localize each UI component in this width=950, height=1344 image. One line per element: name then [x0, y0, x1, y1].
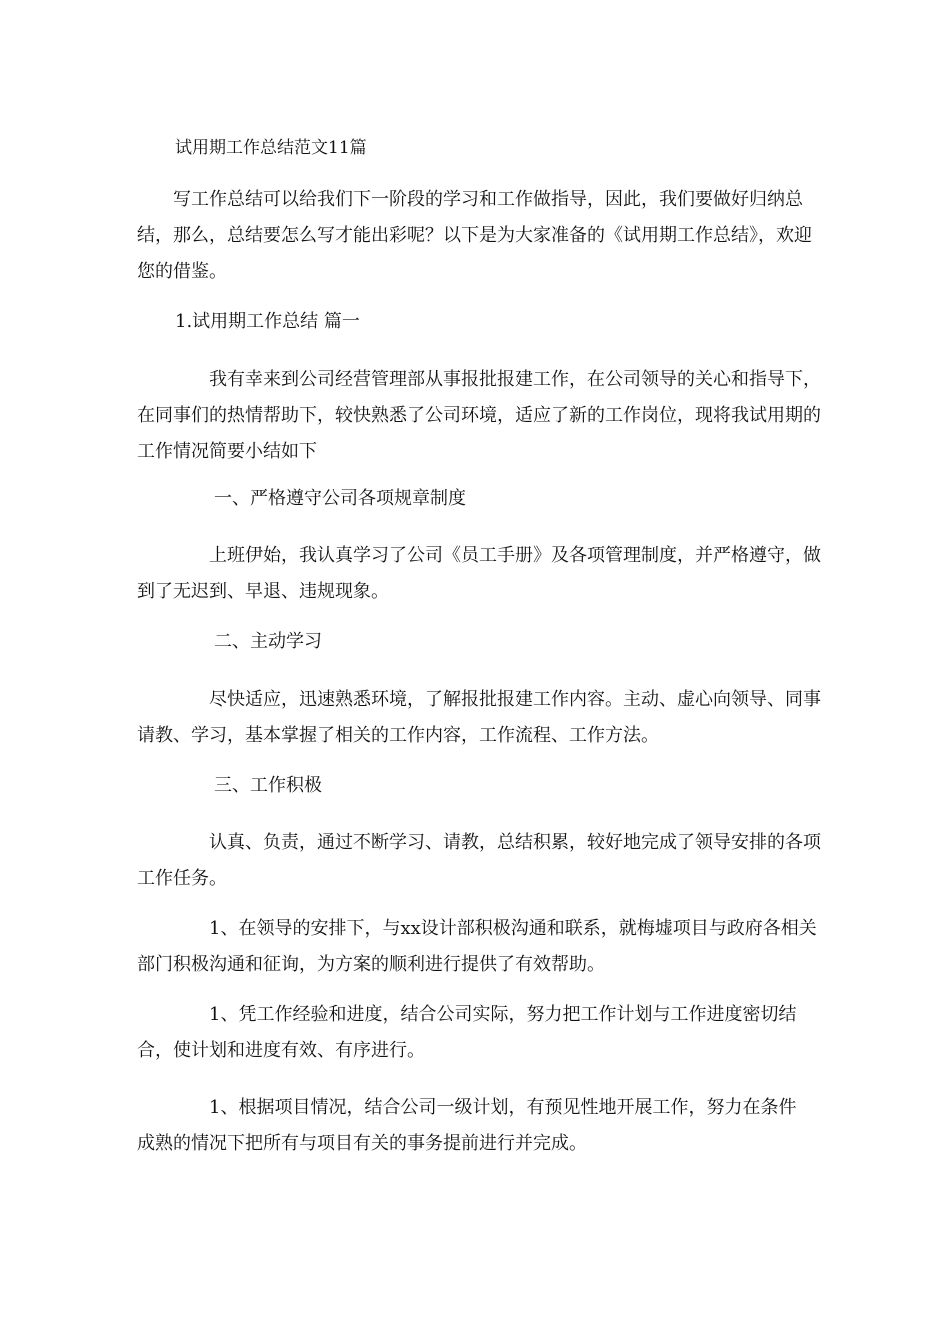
- intro-paragraph: 写工作总结可以给我们下一阶段的学习和工作做指导，因此，我们要做好归纳总结，那么，总结要怎么写才能出彩呢？以下是为大家准备的《试用期工作总结》，欢迎您的借鉴。: [137, 189, 812, 282]
- heading-1: 一、严格遵守公司各项规章制度: [214, 488, 466, 509]
- paragraph-2: 上班伊始，我认真学习了公司《员工手册》及各项管理制度，并严格遵守，做到了无迟到、早退、违规现象。: [137, 545, 821, 602]
- heading-2: 二、主动学习: [214, 631, 322, 652]
- heading-3: 三、工作积极: [214, 775, 322, 796]
- paragraph-5: 1、在领导的安排下，与xx设计部积极沟通和联系，就梅墟项目与政府各相关部门积极沟通和征询，为方案的顺利进行提供了有效帮助。: [137, 918, 817, 975]
- paragraph-6: 1、凭工作经验和进度，结合公司实际，努力把工作计划与工作进度密切结合，使计划和进度有效、有序进行。: [137, 1004, 797, 1061]
- document-title: 试用期工作总结范文11篇: [175, 138, 367, 158]
- paragraph-4: 认真、负责，通过不断学习、请教，总结积累，较好地完成了领导安排的各项工作任务。: [137, 832, 821, 889]
- paragraph-1: 我有幸来到公司经营管理部从事报批报建工作，在公司领导的关心和指导下，在同事们的热情帮助下，较快熟悉了公司环境，适应了新的工作岗位，现将我试用期的工作情况简要小结如下: [137, 369, 821, 462]
- section-title: 1.试用期工作总结 篇一: [175, 311, 360, 332]
- paragraph-7: 1、根据项目情况，结合公司一级计划，有预见性地开展工作，努力在条件成熟的情况下把所有与项目有关的事务提前进行并完成。: [137, 1097, 797, 1154]
- paragraph-3: 尽快适应，迅速熟悉环境，了解报批报建工作内容。主动、虚心向领导、同事请教、学习，基本掌握了相关的工作内容，工作流程、工作方法。: [137, 689, 821, 746]
